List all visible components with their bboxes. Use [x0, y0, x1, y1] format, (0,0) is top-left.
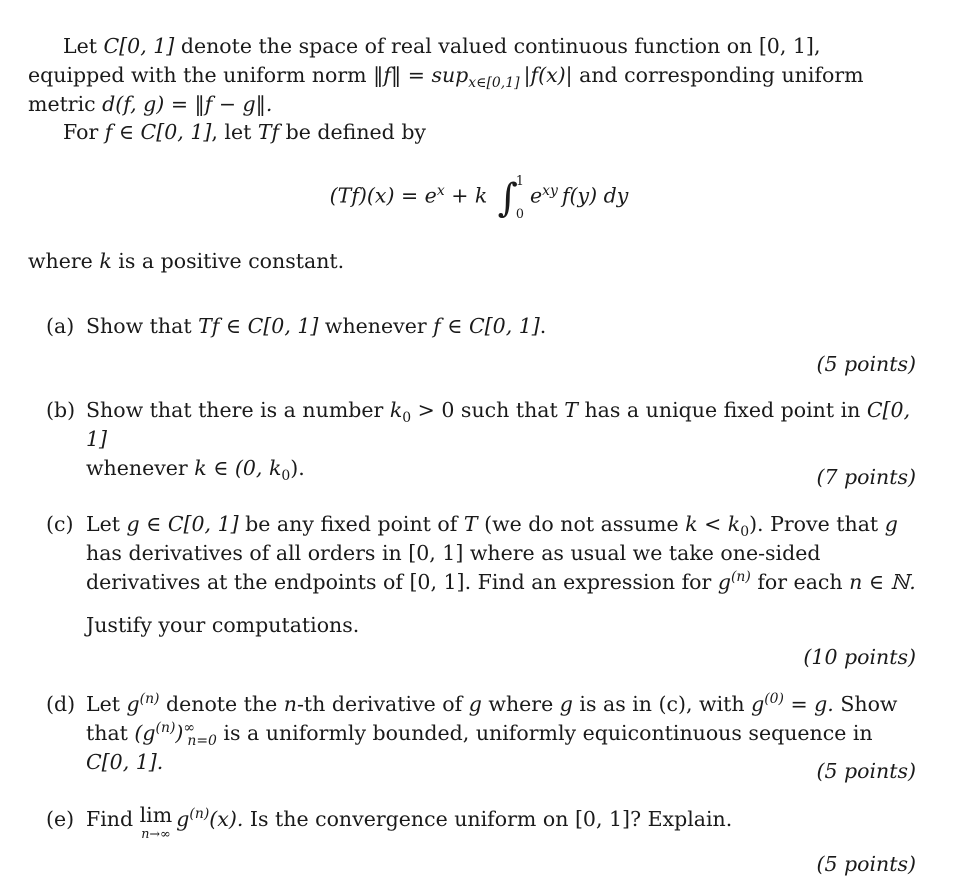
interval-symbol: [0, 1] — [758, 34, 814, 58]
metric-expr: d(f, g) = ‖f − g‖. — [102, 92, 273, 117]
space-symbol: C[0, 1] — [247, 314, 319, 338]
g0-sup: (0) — [764, 691, 784, 708]
points-e: (5 points) — [816, 852, 916, 876]
integral-sign: ∫ — [497, 176, 518, 222]
g-n-sup: (n) — [139, 691, 160, 708]
display-equation — [0, 172, 958, 222]
T-symbol: T — [564, 398, 578, 422]
points-a: (5 points) — [816, 352, 916, 376]
part-label: (a) — [46, 314, 75, 338]
part-text: > 0 such that — [411, 398, 565, 422]
part-label: (b) — [46, 398, 76, 422]
integrand-tail: f(y) dy — [561, 183, 629, 208]
part-text: is as in (c), with — [572, 692, 752, 716]
part-a — [46, 312, 916, 341]
n-in-N: n ∈ ℕ. — [849, 570, 916, 595]
interval-symbol: [0, 1] — [408, 541, 464, 566]
interval-symbol: [0, 1] — [409, 570, 465, 595]
k0-symbol: k — [389, 398, 403, 422]
part-label: (d) — [46, 692, 76, 716]
norm-expr: ‖f‖ = sup — [373, 63, 469, 88]
part-text: whenever — [318, 314, 434, 338]
g-n-sup: (n) — [155, 720, 176, 737]
part-text: where as usual we take one-sided derivatives at the endpoints of — [86, 541, 821, 595]
space-symbol: C[0, 1] — [86, 398, 911, 452]
Tf-symbol: Tf — [198, 314, 220, 338]
g0-eq: = g. — [783, 692, 834, 716]
part-text: has a unique fixed point in — [577, 398, 867, 422]
part-text: whenever — [86, 456, 195, 481]
intro-text: be defined by — [279, 120, 427, 144]
Tf-symbol: Tf — [257, 120, 280, 144]
intro-text: is a positive constant. — [111, 249, 345, 273]
part-text: is a uniformly bounded, uniformly equicontinuous sequence in — [216, 721, 873, 746]
part-text: (we do not assume — [477, 512, 686, 536]
where-line — [28, 247, 916, 276]
f-in-C: f ∈ C[0, 1] — [433, 314, 540, 338]
integral-lower: 0 — [515, 206, 524, 222]
intro-text: where — [28, 249, 100, 273]
intro-paragraph — [28, 32, 916, 119]
g-n-symbol: g — [717, 570, 731, 595]
sequence-open: (g — [134, 721, 156, 746]
part-text: ). — [290, 456, 305, 481]
k-symbol: k — [99, 249, 112, 273]
part-text: denote the — [159, 692, 284, 716]
part-text: Justify your computations. — [86, 613, 360, 638]
part-body: Let g ∈ C[0, 1] be any fixed point of T (we do not assume $k < k_0$). Prove that g has derivatives of all orders in [0, 1] where as usual we take one-sided derivatives at the endpoints of [0, 1]. Find an expression for $g^{(n)}$ for each n ∈ ℕ. Justify your computations. — [86, 512, 916, 638]
part-body: Show that Tf ∈ C[0, 1] whenever f ∈ C[0, 1]. — [86, 314, 547, 338]
part-body: Show that there is a number $k_0 > 0$ such that T has a unique fixed point in C[0, 1] whenever k ∈ (0, $k_0$). — [86, 398, 911, 485]
intro-text: , equipped with the uniform norm — [28, 34, 821, 88]
points-d: (5 points) — [816, 759, 916, 783]
intro-text: For — [63, 120, 105, 144]
g-symbol: g — [884, 512, 898, 536]
part-text: Show that there is a number — [86, 398, 390, 422]
part-body — [86, 805, 916, 840]
limit-word: lim — [139, 803, 173, 827]
part-c — [46, 510, 916, 640]
sequence-sub: n=0 — [187, 733, 217, 750]
part-text: Find — [86, 807, 140, 831]
part-text: -th derivative of — [296, 692, 469, 716]
part-e — [46, 805, 916, 840]
equation-plus-k: + k — [444, 183, 488, 208]
integrand-exp: xy — [542, 182, 558, 199]
intro-text: denote the space of real valued continuous function on — [174, 34, 759, 58]
sequence-close: ) — [175, 721, 184, 746]
part-text: where — [481, 692, 560, 716]
g-in-C: g ∈ C[0, 1] — [126, 512, 239, 536]
part-label: (c) — [46, 512, 74, 536]
part-body — [86, 690, 916, 777]
points-c: (10 points) — [803, 645, 916, 669]
g-n-sup: (n) — [189, 806, 210, 823]
part-label: (e) — [46, 807, 75, 831]
limit-subscript: n→∞ — [141, 825, 171, 841]
part-text: . Find an expression for — [464, 570, 718, 595]
part-text: ? Explain. — [630, 807, 733, 831]
T-symbol: T — [463, 512, 478, 536]
part-text: be any fixed point of — [238, 512, 464, 536]
f-in-C: f ∈ C[0, 1] — [104, 120, 212, 144]
integral-upper: 1 — [515, 173, 524, 188]
integral-limits — [516, 172, 524, 222]
n-symbol: n — [283, 692, 297, 716]
part-text: Show that — [86, 692, 898, 746]
part-d — [46, 690, 916, 777]
norm-expr-tail: |f(x)| — [523, 63, 573, 88]
limit-operator — [140, 805, 173, 840]
part-b — [46, 396, 916, 483]
equation-lhs: (Tf)(x) = e — [329, 183, 437, 208]
space-symbol: C[0, 1]. — [86, 750, 164, 775]
part-text: Let — [86, 512, 127, 536]
definition-lead — [28, 118, 916, 147]
norm-subscript: x∈[0,1] — [468, 75, 520, 92]
part-text: has derivatives of all orders in — [86, 541, 409, 566]
integrand-e: e — [529, 183, 543, 208]
g-n-symbol: g — [176, 807, 190, 831]
space-symbol: C[0, 1] — [103, 34, 175, 58]
points-b: (7 points) — [816, 465, 916, 489]
part-text: Show that — [86, 314, 199, 338]
part-text: Let — [86, 692, 127, 716]
sequence-inf: ∞ — [183, 720, 196, 737]
g-n-sup: (n) — [730, 569, 751, 586]
part-text: for each — [750, 570, 850, 595]
g-symbol: g — [559, 692, 573, 716]
part-text: ). Prove that — [749, 512, 885, 536]
k-less-k0: k < k — [685, 512, 741, 536]
part-text: Is the convergence uniform on — [243, 807, 575, 831]
limit-arg: (x). — [209, 807, 244, 831]
interval-symbol: [0, 1] — [574, 807, 631, 831]
g0-symbol: g — [751, 692, 765, 716]
intro-text: and corresponding uniform metric — [28, 63, 864, 117]
g-n-symbol: g — [126, 692, 140, 716]
g-symbol: g — [468, 692, 482, 716]
intro-text: Let — [63, 34, 104, 58]
k-range: k ∈ (0, k — [194, 456, 282, 481]
intro-text: , let — [211, 120, 258, 144]
exp-x: x — [436, 182, 445, 199]
